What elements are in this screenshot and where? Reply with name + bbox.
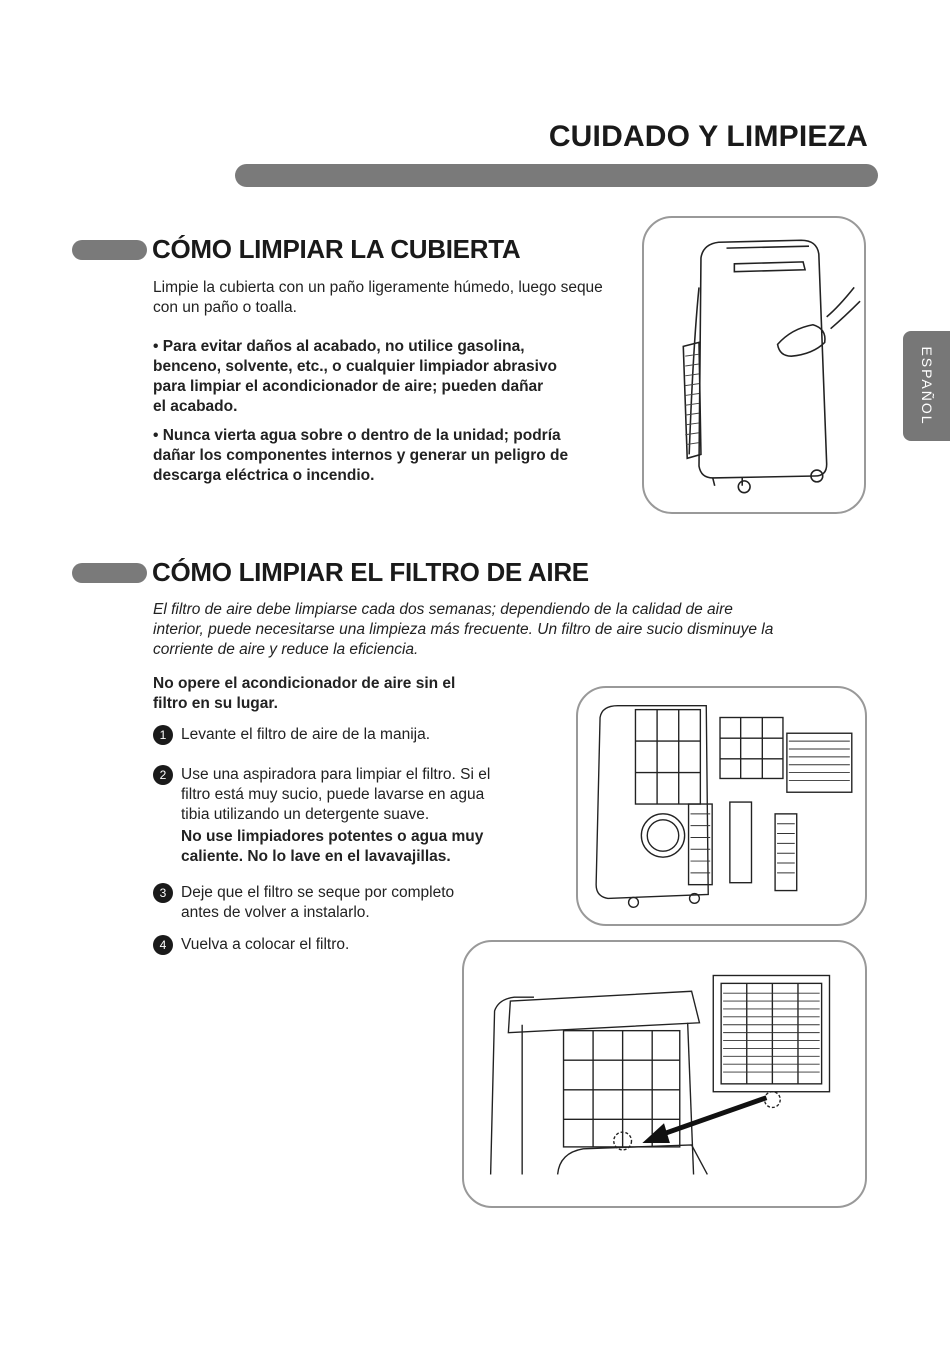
text-line: El filtro de aire debe limpiarse cada dos semanas; dependiendo de la calidad de aire <box>153 601 733 618</box>
text-line: dañar los componentes internos y generar un peligro de <box>153 447 569 464</box>
step-number-badge: 4 <box>153 935 173 955</box>
text-line: Limpie la cubierta con un paño ligeramente húmedo, luego seque <box>153 279 603 296</box>
filter-warning <box>153 674 455 714</box>
step-text <box>181 725 430 745</box>
language-tab-label: ESPAÑOL <box>918 346 935 426</box>
text-line: con un paño o toalla. <box>153 299 297 316</box>
figure-filter-parts <box>576 686 867 926</box>
step-text <box>181 883 454 923</box>
title-bar <box>235 164 878 187</box>
text-line: interior, puede necesitarse una limpieza más frecuente. Un filtro de aire sucio disminuye la <box>153 621 774 638</box>
step-text <box>181 765 490 825</box>
step-number-badge: 1 <box>153 725 173 745</box>
text-line: descarga eléctrica o incendio. <box>153 467 375 484</box>
text-line: Levante el filtro de aire de la manija. <box>181 726 431 743</box>
step-2-note <box>181 827 483 867</box>
figure-reinstall-filter <box>462 940 867 1208</box>
step-number-badge: 3 <box>153 883 173 903</box>
figure-cleaning-cover <box>642 216 866 514</box>
text-line: • Nunca vierta agua sobre o dentro de la unidad; podría <box>153 427 561 444</box>
text-line: para limpiar el acondicionador de aire; pueden dañar <box>153 378 544 395</box>
cover-warning-1 <box>153 337 557 417</box>
air-conditioner-wipe-illustration <box>644 218 864 512</box>
arrow-icon <box>642 1098 766 1143</box>
text-line: No opere el acondicionador de aire sin el <box>153 675 456 692</box>
text-line: • Para evitar daños al acabado, no utilice gasolina, <box>153 338 525 355</box>
text-line: No use limpiadores potentes o agua muy <box>181 828 484 845</box>
cover-intro <box>153 278 603 318</box>
section-marker <box>72 240 147 260</box>
cover-warning-2 <box>153 426 568 486</box>
text-line: tibia utilizando un detergente suave. <box>181 806 430 823</box>
text-line: corriente de aire y reduce la eficiencia. <box>153 641 419 658</box>
filter-intro <box>153 600 773 660</box>
page-title: CUIDADO Y LIMPIEZA <box>548 120 868 153</box>
text-line: antes de volver a instalarlo. <box>181 904 370 921</box>
text-line: caliente. No lo lave en el lavavajillas. <box>181 848 451 865</box>
section-heading-cover: CÓMO LIMPIAR LA CUBIERTA <box>152 234 521 264</box>
filter-parts-illustration <box>578 688 865 924</box>
section-heading-filter: CÓMO LIMPIAR EL FILTRO DE AIRE <box>152 557 589 587</box>
language-tab[interactable] <box>903 331 950 441</box>
text-line: filtro en su lugar. <box>153 695 278 712</box>
text-line: benceno, solvente, etc., o cualquier limpiador abrasivo <box>153 358 557 375</box>
text-line: filtro está muy sucio, puede lavarse en agua <box>181 786 485 803</box>
section-marker <box>72 563 147 583</box>
text-line: Use una aspiradora para limpiar el filtro. Si el <box>181 766 491 783</box>
text-line: Vuelva a colocar el filtro. <box>181 936 350 953</box>
text-line: Deje que el filtro se seque por completo <box>181 884 455 901</box>
text-line: el acabado. <box>153 398 238 415</box>
reinstall-filter-illustration <box>464 942 865 1206</box>
step-number-badge: 2 <box>153 765 173 785</box>
step-text <box>181 935 349 955</box>
